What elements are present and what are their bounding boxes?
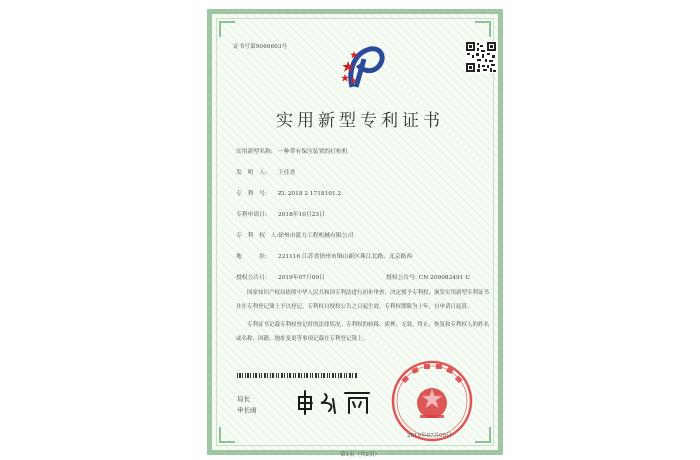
field-row-grant-date bbox=[236, 272, 470, 281]
field-row-patentee bbox=[236, 230, 353, 239]
barcode-strip bbox=[237, 373, 357, 378]
field-value: 一种带有保压装置的打桩机 bbox=[278, 149, 348, 155]
corner-ornament bbox=[475, 21, 491, 37]
corner-ornament bbox=[475, 427, 491, 443]
field-label: 地 址: bbox=[236, 254, 267, 260]
field-label: 专 利 号: bbox=[236, 191, 267, 197]
officer-title: 局长 bbox=[237, 395, 250, 403]
field-value: 2018年10月23日 bbox=[278, 212, 325, 218]
field-label: 实用新型名称: bbox=[236, 149, 273, 155]
patent-office-logo-icon bbox=[342, 41, 388, 91]
field-row-inventor bbox=[236, 167, 295, 176]
field-value: ZL 2018 2 1718101.2 bbox=[278, 191, 342, 197]
field-row-patent-number bbox=[236, 188, 341, 197]
certificate-title: 实用新型专利证书 bbox=[276, 111, 444, 131]
field-label: 授权公告日: bbox=[236, 275, 267, 281]
patent-certificate bbox=[207, 9, 503, 458]
grant-publication-number: 授权公告号: CN 209082491 U bbox=[386, 275, 471, 281]
field-row-utility-name bbox=[236, 146, 348, 155]
field-value: 徐州市派力工程机械有限公司 bbox=[278, 233, 354, 239]
field-row-address bbox=[236, 251, 412, 260]
officer-name: 申长雨 bbox=[237, 406, 257, 414]
field-label: 发 明 人: bbox=[236, 170, 267, 176]
field-value: 221116 江苏省徐州市铜山新区珠江北路、北京路西 bbox=[278, 254, 413, 260]
page-number: 第1页（共2页） bbox=[340, 452, 380, 458]
corner-ornament bbox=[219, 427, 235, 443]
field-label: 专利申请日: bbox=[236, 212, 267, 218]
qr-code-icon bbox=[465, 41, 497, 73]
field-row-filing-date bbox=[236, 209, 325, 218]
certificate-inner-border bbox=[216, 18, 494, 458]
field-label: 专 利 权 人: bbox=[236, 233, 279, 239]
signature-icon bbox=[295, 389, 377, 415]
certificate-paragraph-1: 国家知识产权局依照中华人民共和国专利法进行初步审查，决定授予专利权，颁发实用新型专利证书并在专利登记簿上予以登记。专利权自授权公告之日起生效。专利权期限为十年，自申请日起算。 bbox=[236, 290, 490, 310]
certificate-number: 证书号第9066603号 bbox=[233, 44, 288, 50]
corner-ornament bbox=[219, 21, 235, 37]
seal-date: 2019年07月09日 bbox=[407, 433, 452, 439]
certificate-paragraph-2: 专利证书记载专利权登记时的法律状况。专利权的转移、质押、无效、终止、恢复和专利权人的姓名或名称、国籍、地址变更等事项记载在专利登记簿上。 bbox=[236, 322, 490, 342]
field-value: 2019年07月09日 bbox=[278, 275, 325, 281]
field-value: 王佳喜 bbox=[278, 170, 296, 176]
